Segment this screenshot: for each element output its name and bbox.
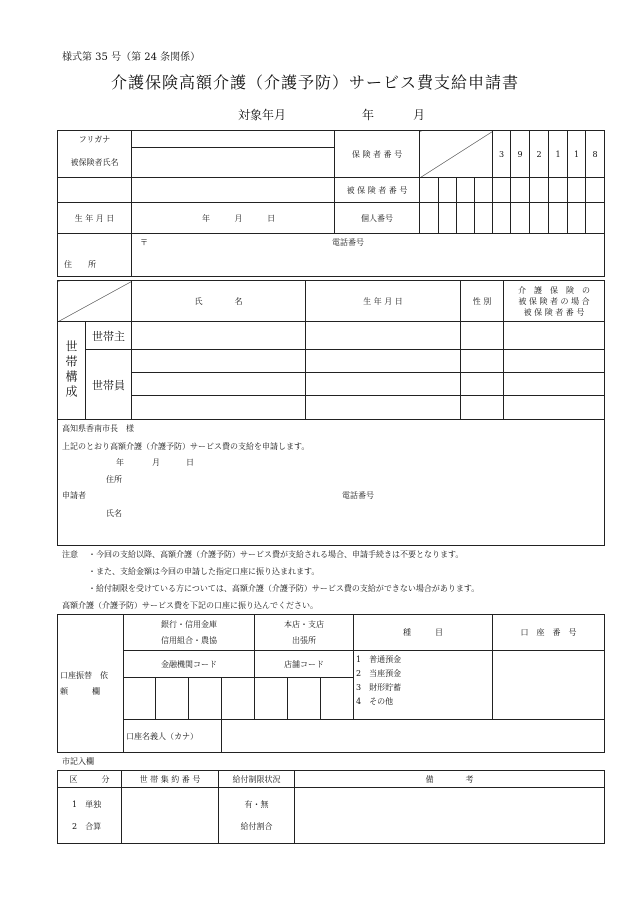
- institution-code-box[interactable]: [124, 678, 156, 720]
- application-date-month: 月: [152, 458, 160, 467]
- member-birth[interactable]: [306, 396, 461, 420]
- insurer-number-label: 保 険 者 番 号: [335, 131, 420, 178]
- class-combined[interactable]: 2 合算: [72, 821, 102, 831]
- applicant-label: 申請者: [62, 491, 86, 500]
- personal-number-box[interactable]: [549, 203, 568, 234]
- personal-number-box[interactable]: [439, 203, 457, 234]
- insurer-digit-4: 1: [549, 131, 568, 178]
- insurer-digit-2: 9: [511, 131, 530, 178]
- insured-name-label: 被保険者氏名: [58, 148, 132, 178]
- insured-number-box[interactable]: [530, 178, 549, 203]
- birthdate-label: 生 年 月 日: [58, 203, 132, 234]
- insured-number-box[interactable]: [457, 178, 475, 203]
- account-type-3[interactable]: 3 財形貯蓄: [356, 683, 402, 692]
- remarks-field[interactable]: [295, 788, 605, 844]
- target-year-unit: 年: [362, 108, 375, 122]
- birthdate-field[interactable]: [132, 203, 335, 234]
- account-type-options[interactable]: [354, 651, 493, 720]
- head-name[interactable]: [132, 322, 306, 350]
- household-table: [57, 280, 605, 546]
- insured-number-box[interactable]: [475, 178, 493, 203]
- member-insured-no[interactable]: [504, 373, 605, 396]
- household-head-label: 世帯主: [86, 322, 132, 350]
- insured-name-field[interactable]: [132, 148, 335, 178]
- insurer-digit-3: 2: [530, 131, 549, 178]
- institution-code-box[interactable]: [189, 678, 222, 720]
- institution-code-box[interactable]: [156, 678, 189, 720]
- address-label: 住 所: [58, 234, 132, 277]
- account-number-field[interactable]: [493, 651, 605, 720]
- account-type-4[interactable]: 4 その他: [356, 697, 394, 706]
- limit-yes-no[interactable]: 有・無: [244, 799, 269, 809]
- col-insured-number: 介 護 保 険 の 被 保 険 者 の 場 合 被 保 険 者 番 号: [504, 281, 605, 322]
- branch-code-box[interactable]: [255, 678, 288, 720]
- account-holder-label: 口座名義人（カナ）: [124, 720, 222, 753]
- note-1: ・今回の支給以降、高額介護（介護予防）サービス費が支給される場合、申請手続きは不要となります。: [88, 550, 464, 559]
- class-options[interactable]: [58, 788, 122, 844]
- group-number-field[interactable]: [122, 788, 219, 844]
- furigana-field[interactable]: [132, 131, 335, 148]
- household-diagonal: [58, 281, 132, 322]
- col-name: 氏 名: [132, 281, 306, 322]
- address-field[interactable]: [132, 234, 605, 277]
- insured-number-box[interactable]: [511, 178, 530, 203]
- member-sex[interactable]: [461, 350, 504, 373]
- account-holder-field[interactable]: [222, 720, 605, 753]
- account-type-2[interactable]: 2 当座預金: [356, 669, 402, 678]
- application-statement: 上記のとおり高額介護（介護予防）サービス費の支給を申請します。: [62, 442, 310, 451]
- applicant-name-label: 氏名: [106, 509, 122, 518]
- note-3: ・給付制限を受けている方については、高額介護（介護予防）サービス費の支給ができない場合があります。: [88, 584, 480, 593]
- col-group-number: 世 帯 集 約 番 号: [122, 771, 219, 788]
- household-member-label: 世帯員: [86, 350, 132, 420]
- phone-label: 電話番号: [332, 238, 364, 247]
- member-sex[interactable]: [461, 373, 504, 396]
- member-sex[interactable]: [461, 396, 504, 420]
- insured-number-box[interactable]: [439, 178, 457, 203]
- transfer-instruction: 高額介護（介護予防）サービス費を下記の口座に振り込んでください。: [62, 601, 318, 610]
- limit-status[interactable]: [219, 788, 295, 844]
- bank-branch-type[interactable]: 本店・支店 出張所: [255, 615, 354, 651]
- insurer-digit-6: 8: [586, 131, 605, 178]
- personal-number-box[interactable]: [475, 203, 493, 234]
- head-birth[interactable]: [306, 322, 461, 350]
- postal-mark: 〒: [140, 238, 148, 247]
- insurer-diagonal: [420, 131, 493, 178]
- personal-number-box[interactable]: [511, 203, 530, 234]
- col-sex: 性 別: [461, 281, 504, 322]
- member-birth[interactable]: [306, 350, 461, 373]
- personal-number-box[interactable]: [530, 203, 549, 234]
- member-birth[interactable]: [306, 373, 461, 396]
- class-single[interactable]: 1 単独: [72, 799, 102, 809]
- account-number-label: 口 座 番 号: [493, 615, 605, 651]
- note-2: ・また、支給金額は今回の申請した指定口座に振り込まれます。: [88, 567, 320, 576]
- member-insured-no[interactable]: [504, 396, 605, 420]
- insured-number-box[interactable]: [549, 178, 568, 203]
- col-class: 区 分: [58, 771, 122, 788]
- birth-day-unit: 日: [267, 213, 276, 223]
- city-section-label: 市記入欄: [62, 757, 94, 766]
- personal-number-box[interactable]: [586, 203, 605, 234]
- insured-number-box[interactable]: [493, 178, 511, 203]
- account-type-label: 種 目: [354, 615, 493, 651]
- personal-number-box[interactable]: [493, 203, 511, 234]
- application-date-year: 年: [116, 458, 124, 467]
- insured-block: [57, 130, 605, 277]
- birth-month-unit: 月: [234, 213, 243, 223]
- form-title: 介護保険高額介護（介護予防）サービス費支給申請書: [110, 73, 519, 92]
- member-name[interactable]: [132, 350, 306, 373]
- household-section-label: 世帯構成: [58, 322, 86, 420]
- member-insured-no[interactable]: [504, 350, 605, 373]
- insured-number-box[interactable]: [420, 178, 439, 203]
- head-sex[interactable]: [461, 322, 504, 350]
- col-limit: 給付制限状況: [219, 771, 295, 788]
- col-birth: 生 年 月 日: [306, 281, 461, 322]
- furigana-label: フリガナ: [58, 131, 132, 148]
- branch-code-label: 店舗コード: [255, 651, 354, 678]
- branch-code-box[interactable]: [321, 678, 354, 720]
- col-remarks: 備 考: [295, 771, 605, 788]
- bank-table: [57, 614, 605, 753]
- bank-institution-type[interactable]: 銀行・信用金庫 信用組合・農協: [124, 615, 255, 651]
- target-month-label: 対象年月: [238, 108, 287, 122]
- insurer-digit-5: 1: [568, 131, 586, 178]
- insured-number-label: 被 保 険 者 番 号: [335, 178, 420, 203]
- notes-lead: 注意: [62, 550, 78, 559]
- member-name[interactable]: [132, 396, 306, 420]
- account-type-1[interactable]: 1 普通預金: [356, 655, 402, 664]
- insured-number-box[interactable]: [586, 178, 605, 203]
- form-number: 様式第 35 号（第 24 条関係）: [62, 52, 201, 63]
- bank-section-label: 口座振替 依 頼 欄: [58, 615, 124, 753]
- city-table: [57, 770, 605, 844]
- insurer-digit-1: 3: [493, 131, 511, 178]
- applicant-phone-label: 電話番号: [342, 491, 374, 500]
- head-insured-no[interactable]: [504, 322, 605, 350]
- personal-number-box[interactable]: [457, 203, 475, 234]
- application-date-day: 日: [186, 458, 194, 467]
- member-name[interactable]: [132, 373, 306, 396]
- institution-code-label: 金融機関コード: [124, 651, 255, 678]
- target-month-unit: 月: [413, 108, 426, 122]
- personal-number-label: 個人番号: [335, 203, 420, 234]
- branch-code-box[interactable]: [288, 678, 321, 720]
- personal-number-box[interactable]: [420, 203, 439, 234]
- application-section: [58, 420, 605, 546]
- birth-year-unit: 年: [202, 213, 210, 223]
- addressee: 高知県香南市長 様: [62, 424, 134, 433]
- institution-code-box[interactable]: [222, 678, 255, 720]
- insured-number-box[interactable]: [568, 178, 586, 203]
- limit-ratio: 給付割合: [240, 821, 273, 831]
- personal-number-box[interactable]: [568, 203, 586, 234]
- applicant-address-label: 住所: [106, 475, 122, 484]
